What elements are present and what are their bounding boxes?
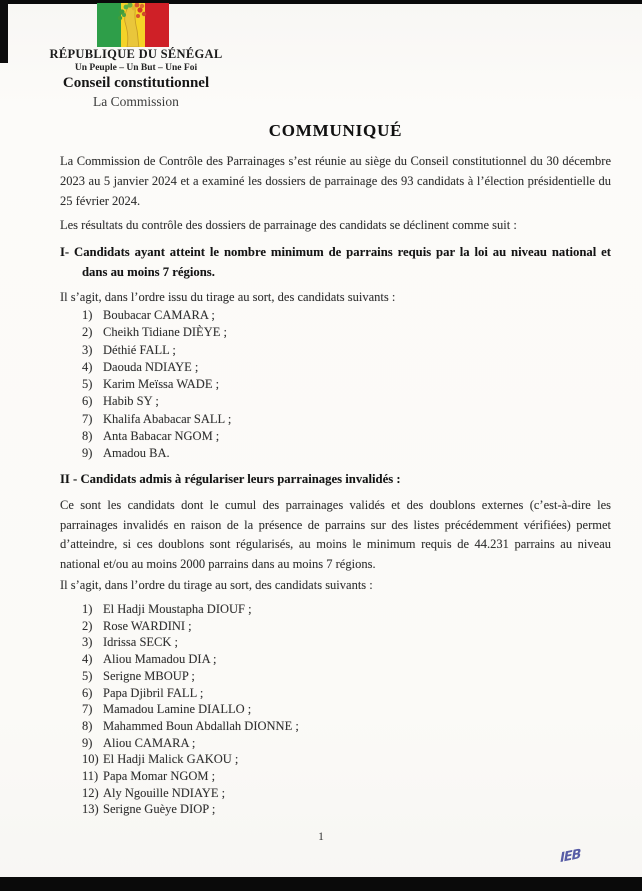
handwritten-initials: IEB (560, 846, 581, 867)
candidate-item: Aliou CAMARA ; (103, 735, 196, 750)
candidate-item: Aly Ngouille NDIAYE ; (103, 785, 226, 800)
candidate-item: Serigne MBOUP ; (103, 668, 195, 683)
candidate-item: Habib SY ; (103, 394, 159, 409)
candidate-item: Mamadou Lamine DIALLO ; (103, 702, 252, 717)
national-motto: Un Peuple – Un But – Une Foi (74, 63, 198, 73)
document-body (60, 0, 611, 891)
scan-edge-left (0, 0, 8, 63)
candidate-item: Aliou Mamadou DIA ; (103, 652, 217, 667)
candidate-item: Papa Momar NGOM ; (103, 769, 216, 784)
results-paragraph: Les résultats du contrôle des dossiers de parrainage des candidats se déclinent comme suit : (60, 218, 517, 232)
candidate-item: Karim Meïssa WADE ; (103, 377, 220, 392)
candidate-item: El Hadji Malick GAKOU ; (103, 752, 239, 767)
candidate-item: El Hadji Moustapha DIOUF ; (103, 602, 252, 616)
candidate-item: Mahammed Boun Abdallah DIONNE ; (103, 718, 299, 733)
republic-title: RÉPUBLIQUE DU SÉNÉGAL (49, 47, 223, 61)
candidate-item: Boubacar CAMARA ; (103, 308, 215, 322)
candidate-item: Cheikh Tidiane DIÈYE ; (103, 325, 227, 340)
section1-heading: I- Candidats ayant atteint le nombre minimum de parrains requis par la loi au niveau national et dans au moins 7 régions. (60, 245, 611, 279)
page-number: 1 (318, 831, 324, 843)
candidate-item: Daouda NDIAYE ; (103, 359, 199, 374)
candidate-item: Déthié FALL ; (103, 342, 176, 357)
candidate-item: Rose WARDINI ; (103, 618, 192, 633)
intro-paragraph: La Commission de Contrôle des Parrainages s’est réunie au siège du Conseil constitutionnel du 30 décembre 2023 au 5 janvier 2024 et a examiné les dossiers de parrainage des 93 candidats à l’élection présidentielle du 25 février 2024. (60, 154, 611, 209)
section2-lead: Il s’agit, dans l’ordre du tirage au sort, des candidats suivants : (60, 578, 373, 592)
candidate-item: Idrissa SECK ; (103, 635, 178, 650)
document-title: COMMUNIQUÉ (268, 121, 403, 140)
scan-edge-bottom (0, 877, 642, 891)
section2-paragraph: Ce sont les candidats dont le cumul des parrainages validés et des doublons externes (c’est-à-dire les parrainages invalidés en raison de la présence de parrains sur des listes précédemment vérifiées) permet d’atteindre, si ces doublons sont régularisés, au moins le minimum requis de 44.231 parrains au niveau national et/ou au moins 2000 parrains dans au moins 7 régions. (60, 498, 611, 571)
section2-heading: II - Candidats admis à régulariser leurs parrainages invalidés : (60, 472, 401, 486)
candidate-item: Amadou BA. (103, 446, 170, 461)
commission-label: La Commission (93, 94, 179, 109)
section1-lead: Il s’agit, dans l’ordre issu du tirage au sort, des candidats suivants : (60, 290, 396, 304)
candidate-item: Anta Babacar NGOM ; (103, 429, 220, 444)
section1-candidate-list (60, 307, 231, 463)
candidate-item: Serigne Guèye DIOP ; (103, 802, 216, 817)
candidate-item: Papa Djibril FALL ; (103, 685, 204, 700)
section2-candidate-list (60, 601, 299, 818)
candidate-item: Khalifa Ababacar SALL ; (103, 411, 232, 426)
institution-name: Conseil constitutionnel (62, 75, 210, 91)
